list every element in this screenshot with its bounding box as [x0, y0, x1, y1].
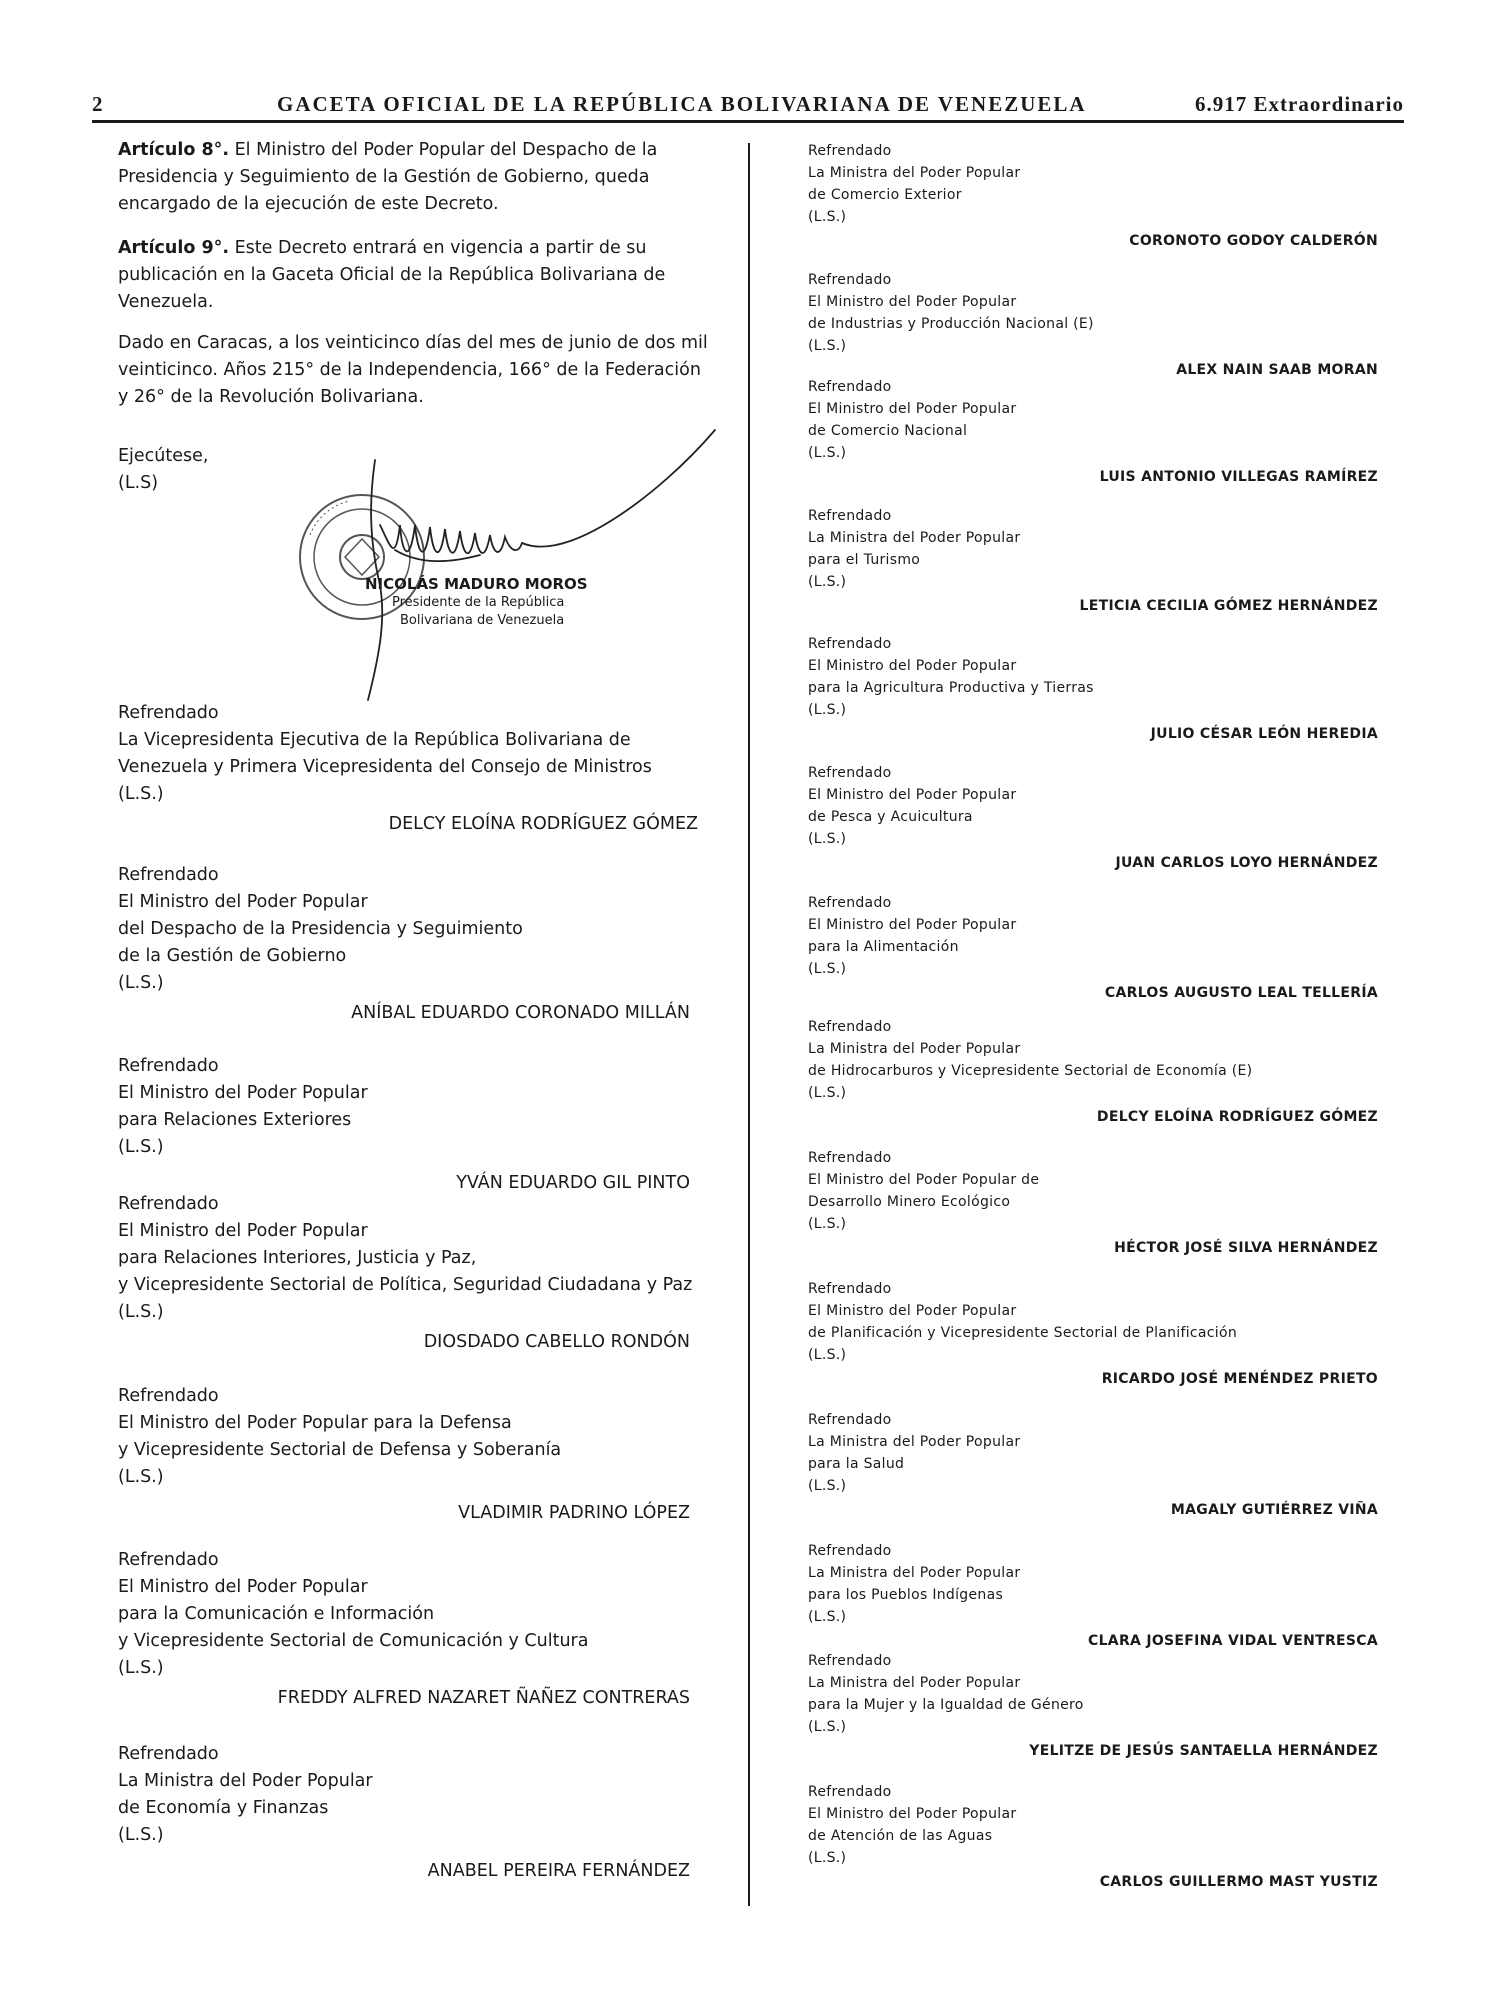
article-text: Venezuela.	[118, 292, 214, 312]
refrendo-line: Refrendado	[808, 1150, 892, 1166]
president-role: Presidente de la República	[392, 595, 565, 610]
refrendo-line: Refrendado	[808, 508, 892, 524]
refrendo-line: Refrendado	[808, 379, 892, 395]
refrendo-block	[808, 269, 1378, 381]
minister-name: DELCY ELOÍNA RODRÍGUEZ GÓMEZ	[1096, 1109, 1378, 1125]
minister-name: VLADIMIR PADRINO LÓPEZ	[458, 1503, 690, 1523]
refrendo-line: de Planificación y Vicepresidente Sectorial de Planificación	[808, 1325, 1238, 1341]
refrendo-line: para la Salud	[808, 1456, 905, 1472]
edition-number: 6.917 Extraordinario	[1195, 92, 1404, 116]
minister-name: CORONOTO GODOY CALDERÓN	[1129, 233, 1378, 249]
refrendo-line: (L.S.)	[808, 1216, 847, 1232]
refrendo-line: para los Pueblos Indígenas	[808, 1587, 1004, 1603]
minister-name: CARLOS GUILLERMO MAST YUSTIZ	[1099, 1874, 1378, 1890]
refrendo-line: Refrendado	[808, 765, 892, 781]
refrendo-line: La Ministra del Poder Popular	[808, 1041, 1021, 1057]
refrendo-line: y Vicepresidente Sectorial de Comunicación y Cultura	[118, 1631, 589, 1651]
refrendo-line: La Ministra del Poder Popular	[808, 165, 1021, 181]
refrendo-line: de Comercio Nacional	[808, 423, 968, 439]
refrendo-line: Venezuela y Primera Vicepresidenta del Consejo de Ministros	[118, 757, 652, 777]
refrendo-block	[118, 1053, 690, 1197]
refrendo-line: El Ministro del Poder Popular de	[808, 1172, 1040, 1188]
refrendo-line: (L.S.)	[808, 574, 847, 590]
refrendo-block	[808, 762, 1378, 874]
refrendo-block	[118, 1383, 690, 1527]
dado-line: Dado en Caracas, a los veinticinco días del mes de junio de dos mil	[118, 333, 708, 353]
refrendo-line: Refrendado	[808, 272, 892, 288]
refrendo-block	[808, 1278, 1378, 1390]
refrendo-line: (L.S.)	[118, 1137, 164, 1157]
refrendo-line: Refrendado	[808, 1412, 892, 1428]
refrendo-line: (L.S.)	[808, 831, 847, 847]
refrendo-block	[808, 1409, 1378, 1521]
refrendo-line: La Ministra del Poder Popular	[808, 530, 1021, 546]
refrendo-line: para la Alimentación	[808, 939, 959, 955]
minister-name: MAGALY GUTIÉRREZ VIÑA	[1170, 1502, 1378, 1518]
refrendo-line: (L.S.)	[118, 973, 164, 993]
article-text: encargado de la ejecución de este Decreto.	[118, 194, 499, 214]
refrendo-line: Refrendado	[808, 1281, 892, 1297]
minister-name: DELCY ELOÍNA RODRÍGUEZ GÓMEZ	[388, 814, 698, 834]
refrendo-block	[118, 862, 690, 1027]
refrendo-line: Refrendado	[808, 895, 892, 911]
refrendo-line: (L.S.)	[808, 1085, 847, 1101]
minister-name: LUIS ANTONIO VILLEGAS RAMÍREZ	[1099, 469, 1378, 485]
presidential-signature	[290, 425, 730, 725]
article-label: Artículo 9°.	[118, 238, 230, 258]
refrendo-line: El Ministro del Poder Popular	[808, 401, 1017, 417]
minister-name: CLARA JOSEFINA VIDAL VENTRESCA	[1088, 1633, 1378, 1649]
page-header	[92, 92, 1404, 122]
dado-line: veinticinco. Años 215° de la Independencia, 166° de la Federación	[118, 360, 701, 380]
handwritten-signature-icon	[368, 430, 715, 700]
refrendo-line: para el Turismo	[808, 552, 921, 568]
minister-name: ALEX NAIN SAAB MORAN	[1176, 362, 1378, 378]
column-divider	[748, 143, 750, 1906]
refrendo-line: para la Mujer y la Igualdad de Género	[808, 1697, 1084, 1713]
refrendo-block	[808, 892, 1378, 1004]
minister-name: YELITZE DE JESÚS SANTAELLA HERNÁNDEZ	[1029, 1743, 1378, 1759]
refrendo-line: El Ministro del Poder Popular	[808, 1303, 1017, 1319]
president-role: Bolivariana de Venezuela	[400, 613, 565, 628]
dado-paragraph	[118, 330, 708, 411]
minister-name: FREDDY ALFRED NAZARET ÑAÑEZ CONTRERAS	[277, 1688, 690, 1708]
refrendo-block	[808, 1147, 1378, 1259]
refrendo-line: Refrendado	[118, 865, 219, 885]
refrendo-line: La Ministra del Poder Popular	[118, 1771, 373, 1791]
refrendo-line: Refrendado	[118, 1550, 219, 1570]
header-rule	[92, 120, 1404, 123]
refrendo-line: El Ministro del Poder Popular	[808, 658, 1017, 674]
refrendo-line: del Despacho de la Presidencia y Seguimiento	[118, 919, 523, 939]
refrendo-line: de Industrias y Producción Nacional (E)	[808, 316, 1094, 332]
refrendo-block	[118, 1191, 693, 1356]
refrendo-line: de la Gestión de Gobierno	[118, 946, 347, 966]
refrendo-line: El Ministro del Poder Popular	[808, 787, 1017, 803]
refrendo-line: para Relaciones Interiores, Justicia y Paz,	[118, 1248, 477, 1268]
refrendo-line: (L.S.)	[118, 1825, 164, 1845]
refrendo-line: Refrendado	[808, 1019, 892, 1035]
refrendo-line: La Ministra del Poder Popular	[808, 1434, 1021, 1450]
refrendo-line: para la Comunicación e Información	[118, 1604, 435, 1624]
refrendo-line: (L.S.)	[808, 445, 847, 461]
refrendo-line: (L.S.)	[118, 784, 164, 804]
refrendo-line: Refrendado	[808, 1653, 892, 1669]
refrendo-line: La Vicepresidenta Ejecutiva de la República Bolivariana de	[118, 730, 631, 750]
refrendo-line: Refrendado	[808, 636, 892, 652]
page-number: 2	[92, 92, 105, 116]
refrendo-line: (L.S.)	[808, 1609, 847, 1625]
article-text: Presidencia y Seguimiento de la Gestión de Gobierno, queda	[118, 167, 650, 187]
minister-name: ANÍBAL EDUARDO CORONADO MILLÁN	[351, 1003, 690, 1023]
refrendo-line: Refrendado	[118, 1386, 219, 1406]
refrendo-block	[118, 1547, 690, 1712]
article-text: Este Decreto entrará en vigencia a partir de su	[229, 238, 647, 258]
minister-name: LETICIA CECILIA GÓMEZ HERNÁNDEZ	[1079, 598, 1378, 614]
ls-mark: (L.S)	[118, 473, 159, 493]
refrendo-line: Refrendado	[118, 1056, 219, 1076]
minister-name: JUAN CARLOS LOYO HERNÁNDEZ	[1115, 855, 1378, 871]
minister-name: JULIO CÉSAR LEÓN HEREDIA	[1150, 726, 1378, 742]
refrendo-line: Refrendado	[118, 703, 219, 723]
refrendo-line: El Ministro del Poder Popular	[118, 1577, 368, 1597]
refrendo-line: (L.S.)	[808, 1719, 847, 1735]
dado-line: y 26° de la Revolución Bolivariana.	[118, 387, 424, 407]
refrendo-line: (L.S.)	[808, 961, 847, 977]
article-text: El Ministro del Poder Popular del Despacho de la	[229, 140, 658, 160]
refrendo-line: El Ministro del Poder Popular	[808, 294, 1017, 310]
refrendo-line: El Ministro del Poder Popular	[118, 892, 368, 912]
refrendo-line: (L.S.)	[808, 1478, 847, 1494]
refrendo-line: Desarrollo Minero Ecológico	[808, 1194, 1011, 1210]
article-label: Artículo 8°.	[118, 140, 230, 160]
refrendo-line: Refrendado	[118, 1744, 219, 1764]
president-name: NICOLÁS MADURO MOROS	[365, 575, 588, 593]
refrendo-line: El Ministro del Poder Popular	[118, 1221, 368, 1241]
refrendo-line: Refrendado	[808, 1784, 892, 1800]
refrendo-line: Refrendado	[118, 1194, 219, 1214]
ejecutese-label: Ejecútese,	[118, 446, 209, 466]
refrendo-line: de Atención de las Aguas	[808, 1828, 993, 1844]
article-9	[118, 235, 690, 316]
refrendo-line: (L.S.)	[808, 1850, 847, 1866]
refrendo-line: (L.S.)	[118, 1467, 164, 1487]
refrendo-line: de Hidrocarburos y Vicepresidente Sectorial de Economía (E)	[808, 1063, 1253, 1079]
refrendo-line: (L.S.)	[808, 209, 847, 225]
refrendo-line: (L.S.)	[118, 1658, 164, 1678]
gazette-title: GACETA OFICIAL DE LA REPÚBLICA BOLIVARIANA DE VENEZUELA	[277, 92, 1087, 116]
refrendo-block	[808, 633, 1378, 745]
minister-name: HÉCTOR JOSÉ SILVA HERNÁNDEZ	[1114, 1240, 1378, 1256]
refrendo-line: y Vicepresidente Sectorial de Defensa y Soberanía	[118, 1440, 562, 1460]
refrendo-block	[118, 1741, 690, 1885]
refrendo-line: El Ministro del Poder Popular	[808, 917, 1017, 933]
refrendo-line: El Ministro del Poder Popular	[118, 1083, 368, 1103]
article-8	[118, 137, 690, 218]
refrendo-block	[808, 1650, 1378, 1762]
refrendo-block	[118, 700, 698, 838]
refrendo-block	[808, 1781, 1378, 1893]
minister-name: DIOSDADO CABELLO RONDÓN	[423, 1332, 690, 1352]
minister-name: CARLOS AUGUSTO LEAL TELLERÍA	[1104, 985, 1378, 1001]
refrendo-line: (L.S.)	[808, 702, 847, 718]
refrendo-line: (L.S.)	[808, 338, 847, 354]
minister-name: RICARDO JOSÉ MENÉNDEZ PRIETO	[1101, 1371, 1378, 1387]
refrendo-line: de Comercio Exterior	[808, 187, 962, 203]
refrendo-line: El Ministro del Poder Popular para la Defensa	[118, 1413, 512, 1433]
refrendo-line: (L.S.)	[808, 1347, 847, 1363]
refrendo-line: Refrendado	[808, 1543, 892, 1559]
refrendo-line: El Ministro del Poder Popular	[808, 1806, 1017, 1822]
refrendo-block	[808, 505, 1378, 617]
refrendo-line: La Ministra del Poder Popular	[808, 1675, 1021, 1691]
refrendo-line: para Relaciones Exteriores	[118, 1110, 352, 1130]
refrendo-line: de Pesca y Acuicultura	[808, 809, 973, 825]
refrendo-line: (L.S.)	[118, 1302, 164, 1322]
refrendo-block	[808, 376, 1378, 488]
minister-name: ANABEL PEREIRA FERNÁNDEZ	[427, 1861, 690, 1881]
article-text: publicación en la Gaceta Oficial de la República Bolivariana de	[118, 265, 666, 285]
refrendo-line: Refrendado	[808, 143, 892, 159]
refrendo-block	[808, 140, 1378, 252]
refrendo-line: para la Agricultura Productiva y Tierras	[808, 680, 1094, 696]
refrendo-line: La Ministra del Poder Popular	[808, 1565, 1021, 1581]
refrendo-block	[808, 1016, 1378, 1128]
refrendo-line: de Economía y Finanzas	[118, 1798, 329, 1818]
refrendo-block	[808, 1540, 1378, 1652]
refrendo-line: y Vicepresidente Sectorial de Política, Seguridad Ciudadana y Paz	[118, 1275, 693, 1295]
minister-name: YVÁN EDUARDO GIL PINTO	[456, 1173, 690, 1193]
